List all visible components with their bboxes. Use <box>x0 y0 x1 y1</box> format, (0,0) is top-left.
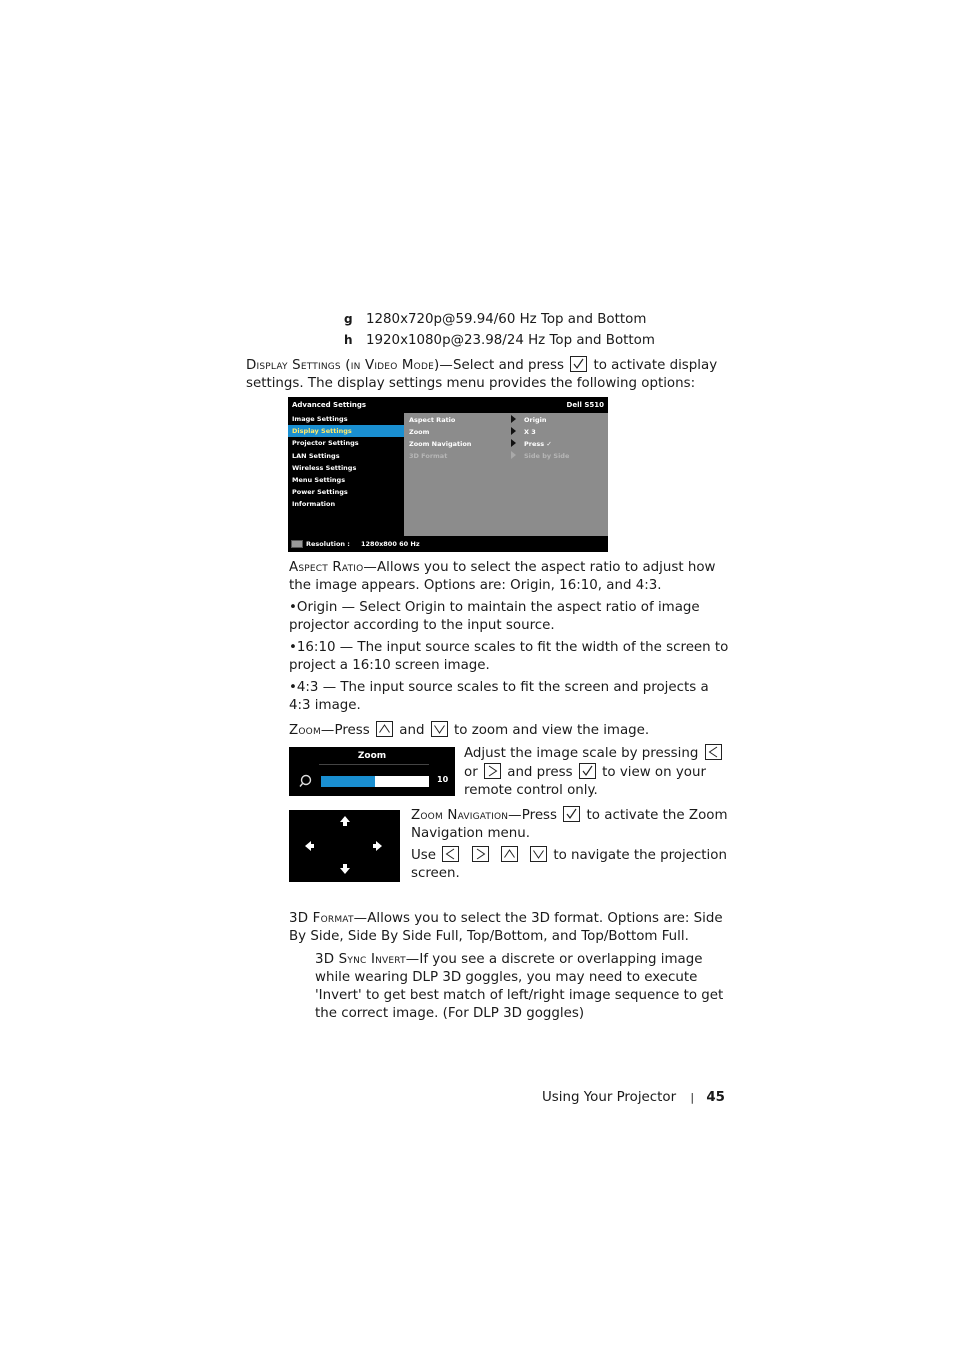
display-settings-paragraph <box>246 356 741 393</box>
triangle-right-icon <box>511 427 516 435</box>
page-footer <box>542 1089 742 1107</box>
zoom-text: to zoom and view the image. <box>454 723 650 738</box>
zoom-navigation-paragraph <box>411 806 731 843</box>
page-number: 45 <box>706 1090 725 1105</box>
osd-footer <box>288 536 608 552</box>
zoom-text: and <box>399 723 425 738</box>
osd-option-row <box>404 414 608 426</box>
list-marker: g <box>344 312 353 326</box>
3d-sync-invert-paragraph <box>315 951 740 1023</box>
osd-resolution-label: Resolution : <box>306 540 350 548</box>
osd-menu-item: Information <box>292 500 336 509</box>
osd-menu-item: Wireless Settings <box>292 463 357 472</box>
osd-option-label: Zoom Navigation <box>409 440 472 448</box>
zoom-osd-title: Zoom <box>357 751 387 761</box>
arrow-down-key-icon <box>431 721 448 737</box>
zoom-osd-titlebar-line <box>319 764 429 765</box>
arrow-up-key-icon <box>501 846 518 862</box>
zoom-desc-text: and press <box>507 765 573 780</box>
osd-menu-item: Image Settings <box>292 415 348 423</box>
zoom-desc-text: to view on your remote control only. <box>464 765 706 798</box>
arrow-left-key-icon <box>705 744 722 760</box>
aspect-ratio-paragraph <box>289 559 739 595</box>
3d-format-paragraph <box>289 910 739 946</box>
arrow-left-key-icon <box>442 846 459 862</box>
navigation-arrows-icon <box>289 810 400 882</box>
list-item <box>344 331 764 350</box>
3d-format-text: Allows you to select the 3D format. Options are: Side By Side, Side By Side Full, Top/Bottom, and Top/Bottom Full. <box>289 911 723 944</box>
zoom-navigation-text: Press <box>521 808 558 823</box>
osd-menu-screenshot <box>288 397 608 552</box>
osd-menu-item-selected: Display Settings <box>288 425 404 437</box>
aspect-ratio-text: Allows you to select the aspect ratio to adjust how the image appears. Options are: Origin, 16:10, and 4:3. <box>289 560 716 593</box>
zoom-level-value: 10 <box>437 775 449 784</box>
display-settings-text: Select and press <box>453 358 564 373</box>
list-item-text: 1920x1080p@23.98/24 Hz Top and Bottom <box>366 333 655 348</box>
triangle-right-icon <box>511 451 516 459</box>
zoom-text: Press <box>334 723 370 738</box>
bullet-item: •4:3 — The input source scales to fit the screen and projects a 4:3 image. <box>289 680 709 713</box>
triangle-right-icon <box>511 439 516 447</box>
zoom-heading: Zoom— <box>289 723 335 738</box>
display-settings-text: to activate <box>593 358 666 373</box>
3d-format-heading: 3D Format— <box>289 911 368 926</box>
display-settings-text: display settings. The display settings menu provides the following options: <box>246 358 718 391</box>
zoom-navigation-heading: Zoom Navigation— <box>411 808 522 823</box>
osd-option-label: 3D Format <box>409 452 448 460</box>
osd-option-label: Zoom <box>409 428 430 436</box>
osd-option-row-disabled <box>404 450 608 462</box>
display-settings-heading: Display Settings (in Video Mode)— <box>246 358 453 373</box>
list-marker: h <box>344 333 353 347</box>
zoom-navigation-text: to activate the Zoom Navigation menu. <box>411 808 728 841</box>
zoom-desc-text: Adjust the image scale by pressing <box>464 746 699 761</box>
3d-sync-invert-heading: 3D Sync Invert— <box>315 952 420 967</box>
zoom-desc-text: or <box>464 765 478 780</box>
osd-resolution-value: 1280x800 60 Hz <box>361 540 420 548</box>
arrow-down-key-icon <box>530 846 547 862</box>
osd-option-label: Aspect Ratio <box>409 416 456 424</box>
checkmark-key-icon <box>563 806 580 822</box>
footer-section-title: Using Your Projector <box>542 1090 677 1105</box>
zoom-level-track <box>321 776 429 787</box>
osd-menu-list <box>288 413 404 536</box>
zoom-osd-screenshot <box>289 747 455 796</box>
osd-menu-item: Menu Settings <box>292 475 346 484</box>
bullet-item: •16:10 — The input source scales to fit the width of the screen to project a 16:10 screen image. <box>289 640 729 673</box>
checkmark-key-icon <box>579 763 596 779</box>
triangle-right-icon <box>511 415 516 423</box>
osd-menu-item: LAN Settings <box>292 451 340 460</box>
list-item <box>344 310 764 329</box>
osd-header <box>288 397 608 413</box>
osd-title: Advanced Settings <box>292 401 367 409</box>
3d-sync-invert-text: If you see a discrete or overlapping image while wearing DLP 3D goggles, you may need to execute 'Invert' to get best match of left/right image sequence to get the correct image. (For DLP 3D goggles) <box>315 952 724 1021</box>
zoom-level-fill <box>321 776 375 787</box>
osd-model: Dell S510 <box>566 401 604 409</box>
zoom-navigation-text: Use <box>411 848 437 863</box>
arrow-right-key-icon <box>472 846 489 862</box>
arrow-right-key-icon <box>484 763 501 779</box>
zoom-paragraph <box>289 721 739 740</box>
osd-option-value: Side by Side <box>524 452 570 460</box>
aspect-ratio-heading: Aspect Ratio— <box>289 560 378 575</box>
osd-option-value: X 3 <box>524 428 536 436</box>
footer-separator: | <box>690 1091 695 1104</box>
zoom-navigation-text: to navigate the projection screen. <box>411 848 727 881</box>
zoom-description <box>464 744 734 800</box>
osd-option-row <box>404 438 608 450</box>
monitor-icon <box>291 540 303 548</box>
bullet-item: •Origin — Select Origin to maintain the aspect ratio of image projector according to the input source. <box>289 600 700 633</box>
arrow-up-key-icon <box>376 721 393 737</box>
zoom-navigation-use <box>411 846 731 883</box>
osd-menu-item: Projector Settings <box>292 439 359 448</box>
osd-option-row <box>404 426 608 438</box>
zoom-navigation-osd-screenshot <box>289 810 400 882</box>
osd-option-value: Origin <box>524 416 547 424</box>
osd-options-panel <box>404 413 608 536</box>
list-item-text: 1280x720p@59.94/60 Hz Top and Bottom <box>366 312 647 327</box>
checkmark-key-icon <box>570 356 587 372</box>
osd-option-value: Press ✓ <box>524 440 552 448</box>
zoom-magnifier-icon <box>299 774 313 788</box>
osd-menu-item: Power Settings <box>292 488 348 497</box>
